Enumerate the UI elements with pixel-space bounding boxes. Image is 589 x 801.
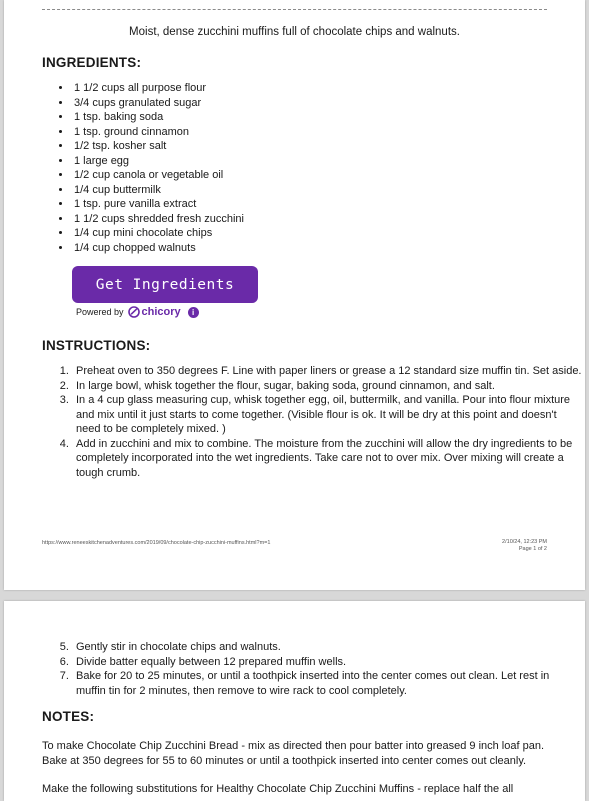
instruction-step: 3. In a 4 cup glass measuring cup, whisk together egg, oil, buttermilk, and vanilla. Pour into flour mixture and mix until it just starts to come together. (Visible flour is ok. It will be dry at this point and doesn't need to be completely mixed. ) bbox=[72, 393, 582, 437]
dashed-divider bbox=[42, 9, 547, 10]
ingredient-item: • 1 tsp. pure vanilla extract bbox=[72, 197, 244, 212]
instructions-list bbox=[42, 364, 582, 480]
notes-paragraph: Make the following substitutions for Healthy Chocolate Chip Zucchini Muffins - replace half the all bbox=[42, 783, 514, 795]
get-ingredients-button[interactable]: Get Ingredients bbox=[72, 266, 258, 303]
powered-by-chicory[interactable] bbox=[76, 306, 199, 318]
footer-meta bbox=[502, 539, 547, 553]
ingredient-item: • 1 tsp. ground cinnamon bbox=[72, 125, 244, 140]
ingredients-heading: INGREDIENTS: bbox=[42, 55, 142, 70]
footer-page-number: Page 1 of 2 bbox=[518, 546, 547, 552]
instruction-step: 2. In large bowl, whisk together the flour, sugar, baking soda, ground cinnamon, and salt. bbox=[72, 379, 582, 394]
ingredient-item: • 1 1/2 cups shredded fresh zucchini bbox=[72, 212, 244, 227]
notes-heading: NOTES: bbox=[42, 709, 95, 724]
footer-datetime: 2/10/24, 12:23 PM bbox=[502, 539, 547, 545]
instruction-step: 4. Add in zucchini and mix to combine. The moisture from the zucchini will allow the dry ingredients to be completely incorporated into the wet ingredients. Take care not to over mix. Over mixing will create a tough crumb. bbox=[72, 437, 582, 481]
ingredient-item: • 1 large egg bbox=[72, 154, 244, 169]
ingredient-item: • 1/4 cup mini chocolate chips bbox=[72, 226, 244, 241]
pdf-page-1 bbox=[4, 0, 585, 590]
instructions-list-continued bbox=[42, 640, 582, 698]
ingredient-item: • 1 1/2 cups all purpose flour bbox=[72, 81, 244, 96]
instruction-step: 7. Bake for 20 to 25 minutes, or until a toothpick inserted into the center comes out clean. Let rest in muffin tin for 2 minutes, then remove to wire rack to cool completely. bbox=[72, 669, 582, 698]
notes-paragraph: To make Chocolate Chip Zucchini Bread - mix as directed then pour batter into greased 9 inch loaf pan. Bake at 350 degrees for 55 to 60 minutes or until a toothpick inserted into center comes out cleanly. bbox=[42, 740, 544, 767]
ingredient-item: • 1/2 cup canola or vegetable oil bbox=[72, 168, 244, 183]
pdf-page-2 bbox=[4, 601, 585, 801]
ingredient-item: • 1 tsp. baking soda bbox=[72, 110, 244, 125]
ingredient-item: • 3/4 cups granulated sugar bbox=[72, 96, 244, 111]
info-icon[interactable]: i bbox=[188, 307, 199, 318]
instruction-step: 5. Gently stir in chocolate chips and walnuts. bbox=[72, 640, 582, 655]
instruction-step: 1. Preheat oven to 350 degrees F. Line with paper liners or grease a 12 standard size muffin tin. Set aside. bbox=[72, 364, 582, 379]
powered-by-label: Powered by bbox=[76, 307, 124, 317]
ingredient-item: • 1/4 cup chopped walnuts bbox=[72, 241, 244, 256]
footer-url: https://www.reneeskitchenadventures.com/2019/09/chocolate-chip-zucchini-muffins.html?m=1 bbox=[42, 540, 271, 546]
instruction-step: 6. Divide batter equally between 12 prepared muffin wells. bbox=[72, 655, 582, 670]
chicory-logo bbox=[128, 306, 181, 318]
instructions-heading: INSTRUCTIONS: bbox=[42, 338, 151, 353]
chicory-icon bbox=[128, 306, 140, 318]
ingredients-list bbox=[42, 81, 244, 255]
chicory-brand-text: chicory bbox=[141, 306, 181, 318]
recipe-summary: Moist, dense zucchini muffins full of chocolate chips and walnuts. bbox=[129, 26, 460, 38]
ingredient-item: • 1/2 tsp. kosher salt bbox=[72, 139, 244, 154]
ingredient-item: • 1/4 cup buttermilk bbox=[72, 183, 244, 198]
